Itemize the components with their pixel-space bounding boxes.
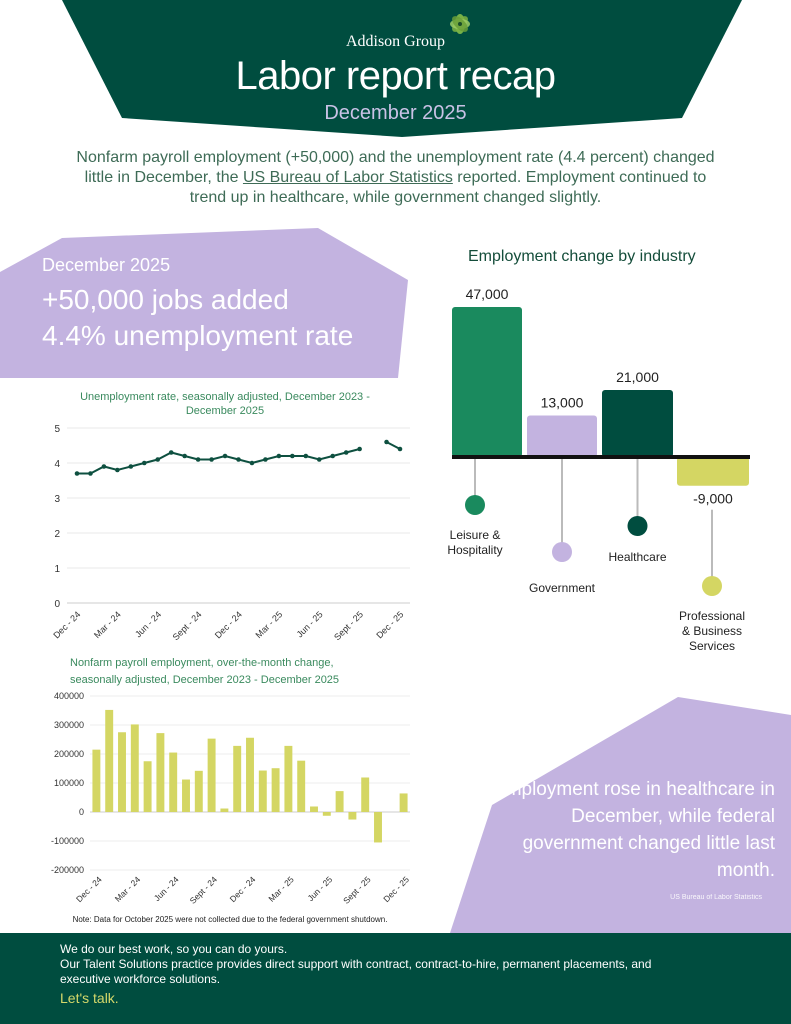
svg-text:1: 1 — [54, 564, 60, 575]
svg-text:Sept - 25: Sept - 25 — [332, 609, 366, 643]
callout-date: December 2025 — [42, 255, 171, 275]
svg-text:Dec - 25: Dec - 25 — [374, 609, 406, 641]
quote-source: US Bureau of Labor Statistics — [670, 894, 762, 901]
svg-text:13,000: 13,000 — [540, 394, 584, 411]
intro-paragraph — [70, 148, 721, 208]
svg-text:Services: Services — [688, 639, 736, 650]
bar-chart-title: Nonfarm payroll employment, over-the-month change, seasonally adjusted, December 2023 - December 2025 — [70, 657, 340, 686]
svg-text:21,000: 21,000 — [616, 368, 659, 385]
svg-text:Dec - 25: Dec - 25 — [381, 874, 412, 905]
svg-text:Dec - 24: Dec - 24 — [212, 609, 244, 641]
svg-text:Jun - 24: Jun - 24 — [133, 609, 164, 640]
svg-text:Leisure &: Leisure & — [449, 528, 501, 542]
svg-text:0: 0 — [54, 599, 60, 610]
svg-text:400000: 400000 — [53, 691, 84, 701]
svg-text:Jun - 25: Jun - 25 — [305, 874, 335, 904]
quote-text: Employment rose in healthcare in December, while federal government changed little last month. — [493, 779, 775, 881]
svg-text:Government: Government — [528, 581, 596, 595]
page-title: Labor report recap — [235, 54, 556, 98]
page-subtitle: December 2025 — [324, 102, 467, 124]
svg-text:Sept - 25: Sept - 25 — [341, 874, 373, 906]
svg-text:100000: 100000 — [53, 778, 84, 788]
svg-text:Mar - 25: Mar - 25 — [266, 874, 296, 904]
svg-text:-9,000: -9,000 — [693, 490, 733, 507]
intro-text-2: reported. Employment continued to trend up in healthcare, while government changed slightly. — [189, 169, 707, 206]
bls-link[interactable]: US Bureau of Labor Statistics — [242, 169, 453, 186]
chart-note: Note: Data for October 2025 were not collected due to the federal government shutdown. — [72, 915, 388, 924]
unemployment-line-chart — [40, 418, 420, 648]
payroll-bar-chart — [40, 688, 420, 913]
svg-text:200000: 200000 — [53, 749, 84, 759]
footer-description: Our Talent Solutions practice provides direct support with contract, contract-to-hire, permanent placements, and executive workforce solutions. — [60, 957, 652, 986]
svg-text:5: 5 — [54, 424, 60, 435]
line-chart-title: Unemployment rate, seasonally adjusted, December 2023 - December 2025 — [80, 391, 370, 417]
svg-text:Jun - 25: Jun - 25 — [294, 609, 325, 640]
svg-text:Mar - 24: Mar - 24 — [92, 609, 123, 641]
svg-text:-200000: -200000 — [50, 865, 84, 875]
svg-text:Mar - 25: Mar - 25 — [253, 609, 285, 641]
svg-text:Dec - 24: Dec - 24 — [51, 609, 83, 641]
footer-tagline: We do our best work, so you can do yours. — [60, 942, 288, 956]
industry-bar-chart — [440, 280, 791, 650]
svg-text:Dec - 24: Dec - 24 — [227, 874, 258, 905]
svg-text:Jun - 24: Jun - 24 — [151, 874, 181, 904]
svg-text:Sept - 24: Sept - 24 — [187, 874, 220, 906]
svg-text:0: 0 — [78, 807, 84, 817]
lets-talk-link[interactable]: Let's talk. — [60, 990, 119, 1006]
svg-text:& Business: & Business — [681, 624, 743, 638]
unemployment-rate-stat: 4.4% unemployment rate — [42, 320, 354, 351]
svg-text:Hospitality: Hospitality — [447, 543, 503, 557]
svg-text:2: 2 — [54, 529, 60, 540]
logo-text: Addison Group — [345, 33, 446, 50]
svg-text:Mar - 24: Mar - 24 — [112, 874, 143, 904]
svg-text:Sept - 24: Sept - 24 — [170, 609, 204, 643]
svg-text:Dec - 24: Dec - 24 — [74, 874, 104, 905]
intro-text-1: Nonfarm payroll employment (+50,000) and the unemployment rate (4.4 percent) changed little in December, the — [76, 149, 715, 186]
svg-text:300000: 300000 — [53, 720, 84, 730]
jobs-added-stat: +50,000 jobs added — [42, 284, 289, 315]
svg-text:Professional: Professional — [678, 609, 746, 623]
svg-text:4: 4 — [54, 459, 60, 470]
svg-text:-100000: -100000 — [50, 836, 84, 846]
industry-chart-title: Employment change by industry — [468, 248, 696, 265]
svg-text:3: 3 — [54, 494, 60, 505]
svg-text:47,000: 47,000 — [465, 286, 509, 302]
svg-text:Healthcare: Healthcare — [608, 550, 667, 564]
